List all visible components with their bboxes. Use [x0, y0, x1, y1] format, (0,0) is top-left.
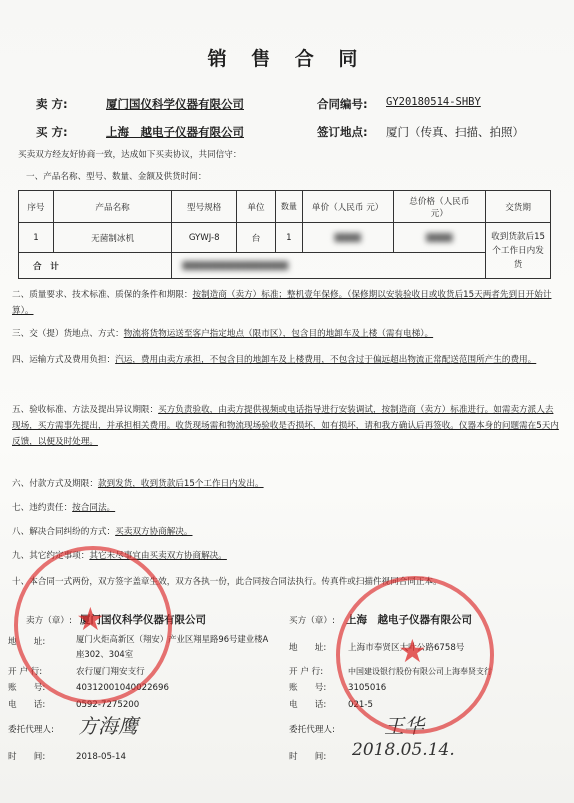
cell-name: 无菌制冰机	[53, 223, 171, 253]
clause-9: 九、其它约定事项：其它未尽事宜由买卖双方协商解决。	[12, 551, 227, 561]
contract-no-label: 合同编号:	[317, 97, 368, 111]
seller-tel: 0592-7275200	[76, 700, 140, 710]
col-header: 序号	[19, 191, 54, 223]
seller-addr: 厦门火炬高新区（翔安）产业区翔星路96号建业楼A座302、304室	[76, 634, 269, 659]
cell-price-redacted: ▇▇▇▇	[302, 223, 393, 253]
table-sum-row	[19, 253, 551, 279]
buyer-acct: 3105016	[348, 683, 387, 693]
buyer-agent-signature: 王华	[384, 714, 424, 738]
product-table	[18, 190, 551, 279]
buyer-bank: 中国建设银行股份有限公司上海奉贤支行	[348, 667, 492, 676]
seller-sign-label: 卖方（章）:	[26, 616, 72, 626]
buyer-bank-label: 开 户 行:	[289, 667, 324, 677]
cell-qty: 1	[275, 223, 302, 253]
seller-agent-signature: 方海鹰	[78, 714, 138, 738]
col-header: 交货期	[486, 191, 551, 223]
seller-agent-label: 委托代理人:	[8, 725, 54, 735]
buyer-seal	[336, 576, 494, 734]
table-row	[19, 223, 551, 253]
clause-4: 四、运输方式及费用负担：汽运，费用由卖方承担，不包含目的地卸车及上楼费用，不包含过于偏远超出物流正常配送范围所产生的费用。	[12, 355, 537, 365]
seller-sign-company: 厦门国仪科学仪器有限公司	[80, 614, 206, 626]
seller-time-label: 时 间:	[8, 752, 46, 762]
col-header: 数量	[275, 191, 302, 223]
buyer-addr-label: 地 址:	[289, 643, 327, 653]
buyer-tel: 021-5	[348, 700, 373, 710]
col-header: 单位	[237, 191, 276, 223]
seller-bank-label: 开 户 行:	[8, 667, 43, 677]
buyer-sign-company: 上海 越电子仪器有限公司	[346, 614, 472, 626]
seller-name: 厦门国仪科学仪器有限公司	[106, 97, 244, 111]
seller-time: 2018-05-14	[76, 752, 126, 762]
clause-5: 五、验收标准、方法及提出异议期限：买方负责验收，由卖方提供视频或电话指导进行安装调试，按制造商（卖方）标准进行。如需卖方派人去现场，买方需事先提出，并承担相关费用。收货现场需和物流现场验收是否损坏，如有损坏，请和我方确认后再签收。仪器本身的问题需在5天内反馈，以便及时处理。	[12, 405, 559, 448]
cell-no: 1	[19, 223, 54, 253]
buyer-time-label: 时 间:	[289, 752, 327, 762]
sign-place-value: 厦门（传真、扫描、拍照）	[386, 125, 524, 139]
buyer-name: 上海 越电子仪器有限公司	[106, 125, 244, 139]
cell-model: GYWJ-8	[172, 223, 237, 253]
buyer-agent-label: 委托代理人:	[289, 725, 335, 735]
col-header: 产品名称	[53, 191, 171, 223]
sign-place-label: 签订地点:	[317, 125, 368, 139]
seller-seal	[14, 546, 172, 704]
contract-title: 销 售 合 同	[207, 48, 367, 70]
seller-addr-label: 地 址:	[8, 637, 46, 647]
clause-7: 七、违约责任：按合同法。	[12, 503, 116, 513]
buyer-acct-label: 账 号:	[289, 683, 327, 693]
seller-bank: 农行厦门翔安支行	[76, 667, 145, 677]
buyer-label: 买 方:	[36, 125, 68, 139]
cell-total-redacted: ▇▇▇▇	[393, 223, 486, 253]
contract-no-value: GY20180514-SHBY	[386, 96, 481, 108]
buyer-sign-label: 买方（章）:	[289, 616, 335, 626]
table-header-row	[19, 191, 551, 223]
seal-star-icon: ★	[76, 600, 105, 638]
section1-heading: 一、产品名称、型号、数量、金额及供货时间：	[26, 172, 207, 182]
sum-label: 合 计	[19, 253, 172, 279]
clause-2: 二、质量要求、技术标准、质保的条件和期限：按制造商（卖方）标准；整机壹年保修。（保修期以安装验收日或收货后15天两者先到日开始计算）。	[12, 290, 552, 317]
col-header: 单价（人民币 元）	[302, 191, 393, 223]
seller-acct: 40312001040022696	[76, 683, 169, 693]
col-header: 型号规格	[172, 191, 237, 223]
buyer-addr: 上海市奉贤区大叶公路6758号	[348, 643, 465, 653]
clause-6: 六、付款方式及期限：款到发货，收到货款后15个工作日内发出。	[12, 479, 264, 489]
buyer-time-handwritten: 2018.05.14.	[352, 740, 455, 760]
col-header: 总价格（人民币 元）	[393, 191, 486, 223]
seller-tel-label: 电 话:	[8, 700, 46, 710]
buyer-tel-label: 电 话:	[289, 700, 327, 710]
cell-unit: 台	[237, 223, 276, 253]
clause-3: 三、交（提）货地点、方式：物流将货物运送至客户指定地点（限市区），包含目的地卸车及上楼（需有电梯）。	[12, 329, 434, 339]
clause-8: 八、解决合同纠纷的方式：买卖双方协商解决。	[12, 527, 193, 537]
seller-acct-label: 账 号:	[8, 683, 46, 693]
cell-delivery: 收到货款后15个工作日内发货	[486, 223, 551, 279]
seller-label: 卖 方:	[36, 97, 68, 111]
sum-value-redacted: ▇▇▇▇▇▇▇▇▇▇▇▇▇▇▇▇	[172, 253, 486, 279]
intro-text: 买卖双方经友好协商一致，达成如下买卖协议，共同信守：	[18, 150, 242, 160]
seal-star-icon: ★	[398, 632, 427, 670]
clause-10: 十、本合同一式两份，双方签字盖章生效，双方各执一份，此合同按合同法执行。传真件或扫描件视同合同正本。	[12, 577, 442, 587]
